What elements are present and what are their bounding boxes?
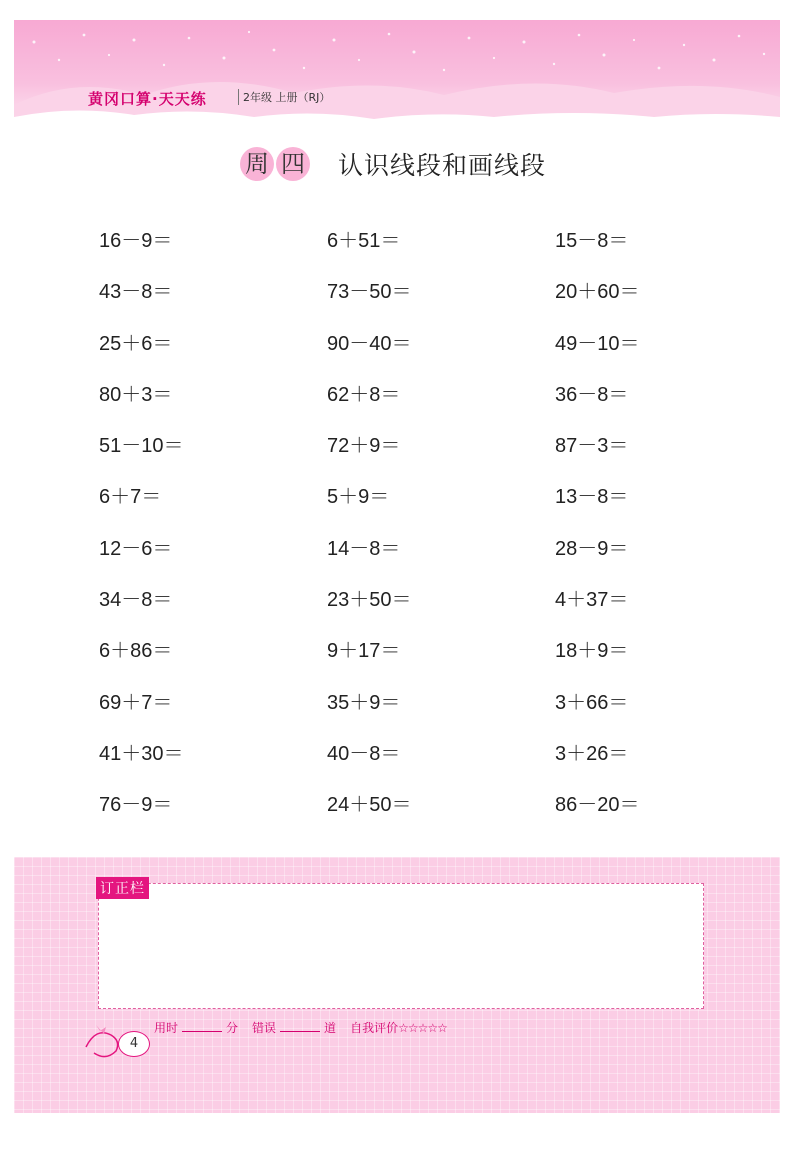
problem: 3＋66＝ <box>555 691 629 714</box>
problem: 23＋50＝ <box>327 589 412 612</box>
problem: 25＋6＝ <box>99 332 173 355</box>
problem: 36－8＝ <box>555 383 629 406</box>
time-blank[interactable] <box>182 1021 222 1032</box>
problem: 41＋30＝ <box>99 742 184 765</box>
brand-logo: 黄冈口算·天天练 <box>88 90 207 108</box>
problem: 90－40＝ <box>327 332 412 355</box>
problem: 51－10＝ <box>99 435 184 458</box>
correction-label: 订正栏 <box>96 877 149 899</box>
problem: 6＋7＝ <box>99 486 162 509</box>
self-eval-label: 自我评价 <box>350 1021 399 1035</box>
grade-label: 2年级 上册（RJ） <box>238 89 330 105</box>
problem: 43－8＝ <box>99 281 173 304</box>
minutes-label: 分 <box>226 1021 239 1035</box>
footer-stats <box>154 1019 447 1036</box>
problem: 5＋9＝ <box>327 486 390 509</box>
problem: 35＋9＝ <box>327 691 401 714</box>
header-band <box>14 20 780 125</box>
problem: 49－10＝ <box>555 332 640 355</box>
questions-label: 道 <box>324 1021 337 1035</box>
problem: 3＋26＝ <box>555 742 629 765</box>
correction-box[interactable] <box>98 883 704 1009</box>
problem: 6＋51＝ <box>327 230 401 252</box>
problem: 69＋7＝ <box>99 691 173 714</box>
errors-label: 错误 <box>252 1021 277 1035</box>
errors-blank[interactable] <box>280 1021 320 1032</box>
time-label: 用时 <box>154 1021 179 1035</box>
problem: 86－20＝ <box>555 794 640 817</box>
problem: 15－8＝ <box>555 230 629 252</box>
problem: 34－8＝ <box>99 589 173 612</box>
page-title <box>240 144 546 184</box>
problem: 13－8＝ <box>555 486 629 509</box>
problem: 76－9＝ <box>99 794 173 817</box>
problem: 40－8＝ <box>327 742 401 765</box>
problem: 16－9＝ <box>99 230 173 252</box>
page-number-badge <box>76 1017 166 1071</box>
problem: 73－50＝ <box>327 281 412 304</box>
problem: 18＋9＝ <box>555 640 629 663</box>
star-rating-icon[interactable]: ☆☆☆☆☆ <box>398 1021 447 1035</box>
day-char-2: 四 <box>276 147 310 181</box>
problem: 28－9＝ <box>555 537 629 560</box>
problem-grid <box>99 222 755 838</box>
problem: 6＋86＝ <box>99 640 173 663</box>
problem: 24＋50＝ <box>327 794 412 817</box>
problem: 4＋37＝ <box>555 589 629 612</box>
day-char-1: 周 <box>240 147 274 181</box>
problem: 12－6＝ <box>99 537 173 560</box>
problem: 14－8＝ <box>327 537 401 560</box>
problem: 72＋9＝ <box>327 435 401 458</box>
problem: 80＋3＝ <box>99 383 173 406</box>
page-number: 4 <box>118 1031 150 1057</box>
problem: 62＋8＝ <box>327 383 401 406</box>
problem: 87－3＝ <box>555 435 629 458</box>
lesson-title: 认识线段和画线段 <box>338 151 547 180</box>
correction-panel <box>14 857 780 1113</box>
problem: 20＋60＝ <box>555 281 640 304</box>
problem: 9＋17＝ <box>327 640 401 663</box>
